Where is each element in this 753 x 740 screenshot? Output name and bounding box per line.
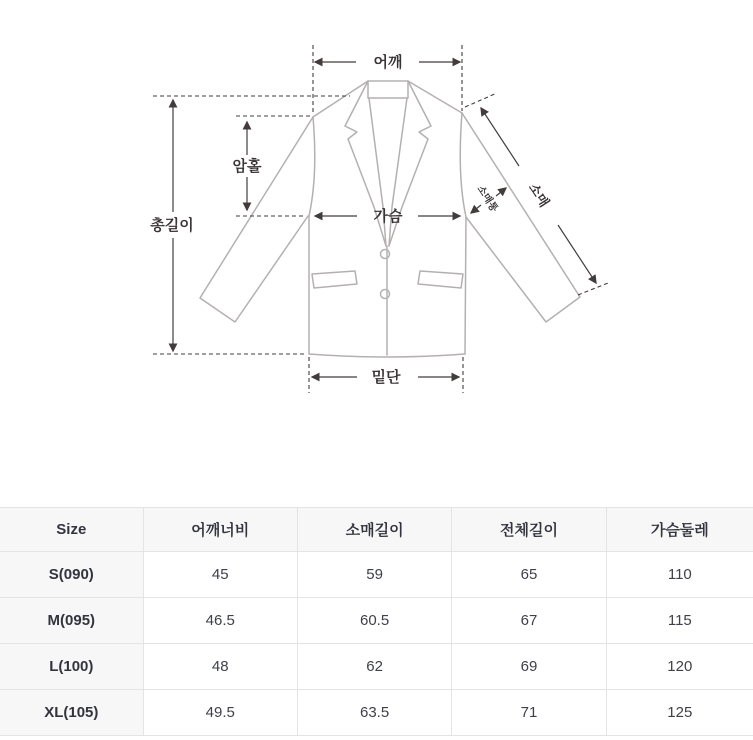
arrow-sleeve	[481, 108, 519, 166]
measurement-cell: 69	[452, 644, 606, 690]
measurement-cell: 115	[606, 598, 753, 644]
jacket-right-pocket	[418, 271, 463, 288]
jacket-shoulders	[313, 81, 462, 117]
column-header-chest-circumference: 가슴둘레	[606, 508, 753, 552]
label-sleeve-width: 소매통	[474, 183, 500, 215]
table-row-xl	[0, 690, 753, 736]
measurement-cell: 71	[452, 690, 606, 736]
measurement-cell: 49.5	[143, 690, 297, 736]
label-shoulder: 어깨	[373, 54, 403, 71]
jacket-button-top	[381, 250, 390, 259]
jacket-collar	[368, 81, 408, 98]
size-table	[0, 507, 753, 736]
table-row-l	[0, 644, 753, 690]
column-header-shoulder-width: 어깨너비	[143, 508, 297, 552]
guide-sleeve-bottom	[578, 283, 608, 295]
measurement-cell: 46.5	[143, 598, 297, 644]
measurement-cell: 110	[606, 552, 753, 598]
label-total-length: 총길이	[150, 217, 194, 234]
label-hem: 밑단	[371, 369, 401, 386]
jacket-left-sleeve	[200, 117, 313, 322]
size-table-header	[0, 508, 753, 552]
measurement-cell: 59	[297, 552, 451, 598]
label-sleeve: 소매	[525, 180, 553, 210]
measurement-cell: 62	[297, 644, 451, 690]
column-header-sleeve-length: 소매길이	[297, 508, 451, 552]
measurement-cell: 67	[452, 598, 606, 644]
jacket-right-sleeve	[462, 113, 580, 322]
column-header-size: Size	[0, 508, 143, 552]
header-row	[0, 508, 753, 552]
arrow-sleeve-width	[471, 205, 481, 213]
dimension-labels	[149, 53, 552, 386]
measurement-cell: 125	[606, 690, 753, 736]
table-row-m	[0, 598, 753, 644]
size-table-body	[0, 552, 753, 736]
size-row-header: L(100)	[0, 644, 143, 690]
size-row-header: XL(105)	[0, 690, 143, 736]
guide-sleeve-top	[465, 93, 497, 107]
measurement-cell: 60.5	[297, 598, 451, 644]
measurement-cell: 63.5	[297, 690, 451, 736]
size-row-header: M(095)	[0, 598, 143, 644]
jacket-right-side	[460, 113, 466, 354]
jacket-button-bottom	[381, 290, 390, 299]
measurement-cell: 45	[143, 552, 297, 598]
measurement-cell: 48	[143, 644, 297, 690]
arrow-sleeve2	[558, 225, 596, 283]
label-armhole: 암홀	[232, 158, 262, 175]
table-row-s	[0, 552, 753, 598]
jacket-left-pocket	[312, 271, 357, 288]
column-header-total-length: 전체길이	[452, 508, 606, 552]
size-row-header: S(090)	[0, 552, 143, 598]
jacket-left-side	[309, 117, 315, 354]
arrow-sleeve-width2	[496, 188, 506, 196]
measurement-cell: 120	[606, 644, 753, 690]
measurement-cell: 65	[452, 552, 606, 598]
label-chest: 가슴	[373, 208, 403, 225]
